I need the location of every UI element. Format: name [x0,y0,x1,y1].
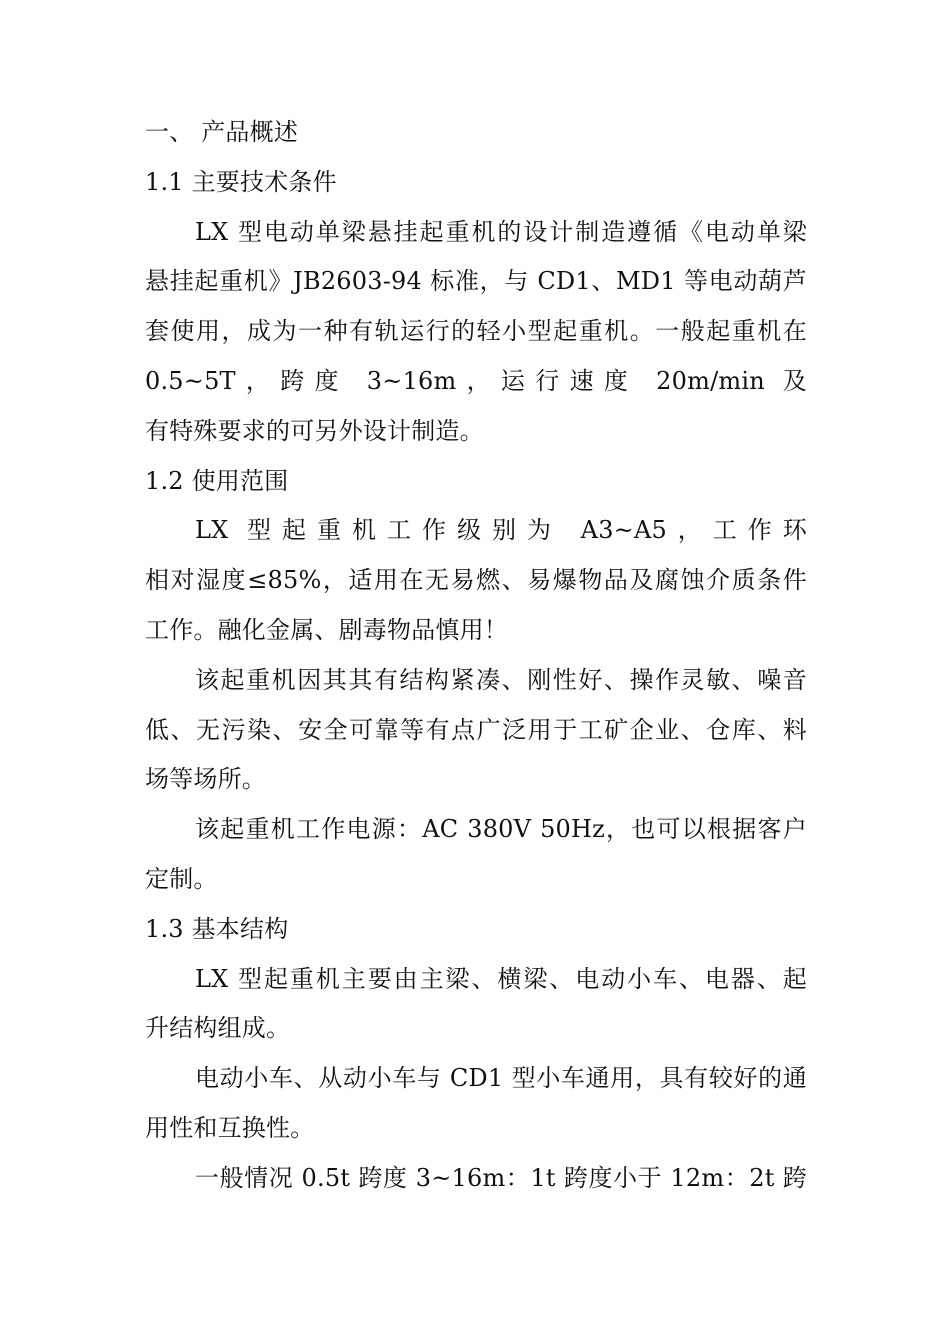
paragraph-line: 0.5~5T，跨度 3~16m，运行速度 20m/min 及 [145,366,807,395]
paragraph-line: 电动小车、从动小车与 CD1 型小车通用，具有较好的通 [195,1064,807,1093]
paragraph-line: LX 型起重机工作级别为 A3~A5，工作环 [195,516,807,545]
paragraph-line: LX 型起重机主要由主梁、横梁、电动小车、电器、起 [195,964,807,993]
paragraph-line: 定制。 [145,864,218,893]
subsection-heading-1-3: 1.3 基本结构 [145,914,289,943]
paragraph-line: 相对湿度≤85%，适用在无易燃、易爆物品及腐蚀介质条件 [145,566,807,595]
paragraph-line: 该起重机因其其有结构紧凑、刚性好、操作灵敏、噪音 [195,665,807,694]
paragraph-line: LX 型电动单梁悬挂起重机的设计制造遵循《电动单梁 [195,217,807,246]
subsection-heading-1-2: 1.2 使用范围 [145,466,289,495]
section-heading: 一、 产品概述 [145,118,299,146]
paragraph-line: 工作。融化金属、剧毒物品慎用！ [145,615,508,644]
paragraph-line: 悬挂起重机》JB2603-94 标准，与 CD1、MD1 等电动葫芦 [145,267,807,296]
paragraph-line: 低、无污染、安全可靠等有点广泛用于工矿企业、仓库、料 [145,715,807,744]
subsection-heading-1-1: 1.1 主要技术条件 [145,167,337,196]
paragraph-line: 有特殊要求的可另外设计制造。 [145,416,484,445]
paragraph-line: 用性和互换性。 [145,1113,315,1142]
paragraph-line: 该起重机工作电源：AC 380V 50Hz，也可以根据客户 [195,815,807,844]
paragraph-line: 升结构组成。 [145,1014,291,1043]
paragraph-line: 一般情况 0.5t 跨度 3~16m：1t 跨度小于 12m：2t 跨 [195,1163,807,1192]
document-page [145,108,807,1204]
paragraph-line: 套使用，成为一种有轨运行的轻小型起重机。一般起重机在 [145,317,807,346]
paragraph-line: 场等场所。 [145,765,266,794]
